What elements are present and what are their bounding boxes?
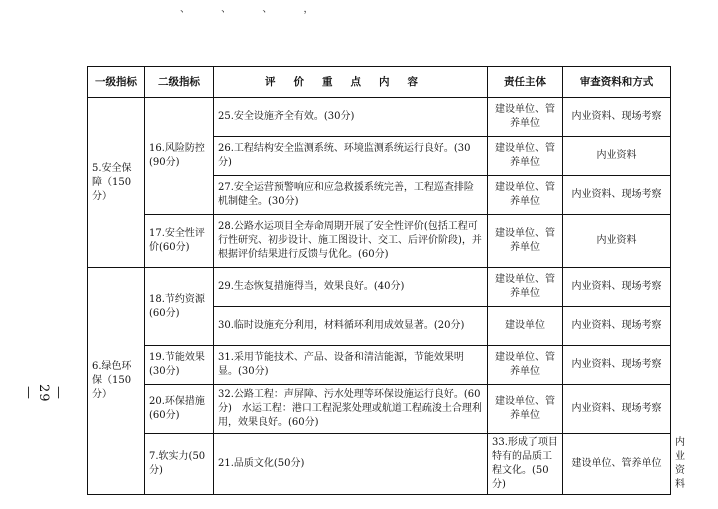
review-cell: 内业资料、现场考察 [563,385,671,434]
table-row: 7.软实力(50分) 21.品质文化(50分) 33.形成了项目特有的品质工程文化。(50分) 建设单位、管养单位 内业资料 [88,434,671,495]
header-level2: 二级指标 [145,67,214,98]
table-row [88,268,671,307]
responsible-cell: 建设单位、管养单位 [488,176,563,215]
page-number [21,384,66,403]
level1-cell: 6.绿色环保（150分） [88,268,145,495]
level2-cell: 17.安全性评价(60分) [145,215,214,268]
content-cell: 32.公路工程：声屏障、污水处理等环保设施运行良好。(60分) 水运工程：港口工程泥浆处理或航道工程疏浚土合理利用，效果良好。(60分) [214,385,488,434]
review-cell: 内业资料、现场考察 [563,346,671,385]
review-cell: 内业资料、现场考察 [563,307,671,346]
level2-cell: 19.节能效果(30分) [145,346,214,385]
responsible-cell: 建设单位、管养单位 [488,215,563,268]
content-cell: 30.临时设施充分利用，材料循环利用成效显著。(20分) [214,307,488,346]
evaluation-table [87,66,685,495]
level1-cell: 7.软实力(50分) [145,434,214,495]
responsible-cell: 建设单位、管养单位 [563,434,671,495]
content-cell: 25.安全设施齐全有效。(30分) [214,98,488,137]
table-row [88,385,671,434]
review-cell: 内业资料、现场考察 [563,268,671,307]
table-row [88,346,671,385]
table-header-row [88,67,671,98]
responsible-cell: 建设单位、管养单位 [488,98,563,137]
level2-cell: 16.风险防控(90分) [145,98,214,215]
page-number-text: 29 [36,384,51,403]
level1-cell: 5.安全保障（150分） [88,98,145,268]
scan-marks: 、 、 、 ， [180,4,328,15]
header-responsible: 责任主体 [488,67,563,98]
review-cell: 内业资料、现场考察 [563,176,671,215]
responsible-cell: 建设单位、管养单位 [488,268,563,307]
responsible-cell: 建设单位、管养单位 [488,137,563,176]
content-cell: 31.采用节能技术、产品、设备和清洁能源，节能效果明显。(30分) [214,346,488,385]
header-level1: 一级指标 [88,67,145,98]
table-row [88,98,671,137]
header-review: 审查资料和方式 [563,67,671,98]
responsible-cell: 建设单位 [488,307,563,346]
content-cell: 26.工程结构安全监测系统、环境监测系统运行良好。(30分) [214,137,488,176]
header-content: 评价重点内容 [214,67,488,98]
level2-cell: 21.品质文化(50分) [214,434,488,495]
level2-cell: 20.环保措施(60分) [145,385,214,434]
level2-cell: 18.节约资源(60分) [145,268,214,346]
review-cell: 内业资料、现场考察 [563,98,671,137]
page-number-dash-top: — [51,386,66,401]
content-cell: 27.安全运营预警响应和应急救援系统完善，工程巡查排险机制健全。(30分) [214,176,488,215]
review-cell: 内业资料 [563,137,671,176]
responsible-cell: 建设单位、管养单位 [488,346,563,385]
table-row [88,215,671,268]
content-cell: 33.形成了项目特有的品质工程文化。(50分) [488,434,563,495]
responsible-cell: 建设单位、管养单位 [488,385,563,434]
content-cell: 28.公路水运项目全寿命周期开展了安全性评价(包括工程可行性研究、初步设计、施工图设计、交工、后评价阶段)，并根据评价结果进行反馈与优化。(60分) [214,215,488,268]
page-number-dash-bottom: — [21,386,36,401]
content-cell: 29.生态恢复措施得当，效果良好。(40分) [214,268,488,307]
review-cell: 内业资料 [563,215,671,268]
